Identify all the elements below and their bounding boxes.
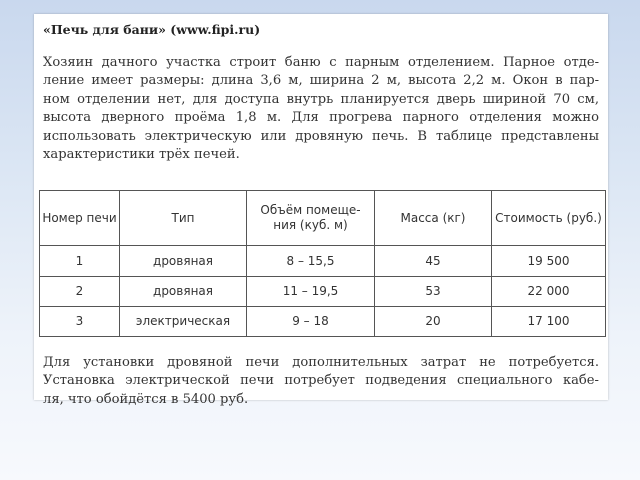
table-row (40, 276, 606, 306)
cell-type: дровяная (120, 246, 247, 276)
cell-mass: 53 (375, 276, 492, 306)
header-type: Тип (120, 191, 247, 246)
cell-number: 1 (40, 246, 120, 276)
header-mass: Масса (кг) (375, 191, 492, 246)
outro-line: Для установки дровяной печи дополнительных затрат не потребуется. (43, 355, 599, 370)
document-page (34, 14, 608, 407)
cell-volume: 8 – 15,5 (247, 246, 375, 276)
intro-line: Хозяин дачного участка строит баню с парным отделением. Парное отде- (43, 55, 599, 70)
cell-cost: 19 500 (492, 246, 606, 276)
cell-number: 2 (40, 276, 120, 306)
cell-mass: 45 (375, 246, 492, 276)
intro-line: характеристики трёх печей. (43, 147, 240, 163)
stoves-table (39, 190, 606, 337)
intro-line: высота дверного проёма 1,8 м. Для прогрева парного отделения можно (43, 110, 599, 126)
outro-line: ля, что обойдётся в 5400 руб. (43, 391, 249, 407)
table-header-row (40, 191, 606, 246)
header-cost: Стоимость (руб.) (492, 191, 606, 246)
table-row (40, 246, 606, 276)
cell-type: электрическая (120, 306, 247, 336)
intro-line: ление имеет размеры: длина 3,6 м, ширина 2 м, высота 2,2 м. Окон в пар- (43, 73, 599, 89)
intro-line: ном отделении нет, для доступа внутрь планируется дверь шириной 70 см, (43, 91, 599, 107)
stoves-table-container (39, 190, 605, 337)
cell-cost: 22 000 (492, 276, 606, 306)
intro-paragraph (43, 54, 599, 164)
cell-cost: 17 100 (492, 306, 606, 336)
intro-line: использовать электрическую или дровяную печь. В таблице представлены (43, 128, 599, 144)
cell-number: 3 (40, 306, 120, 336)
cell-volume: 11 – 19,5 (247, 276, 375, 306)
document-title: «Печь для бани» (www.fipi.ru) (43, 22, 261, 37)
cell-mass: 20 (375, 306, 492, 336)
outro-paragraph (43, 354, 599, 409)
cell-type: дровяная (120, 276, 247, 306)
cell-volume: 9 – 18 (247, 306, 375, 336)
table-row (40, 306, 606, 336)
outro-line: Установка электрической печи потребует подведения специального кабе- (43, 373, 599, 389)
header-volume: Объём помеще-ния (куб. м) (247, 191, 375, 246)
header-number: Номер печи (40, 191, 120, 246)
